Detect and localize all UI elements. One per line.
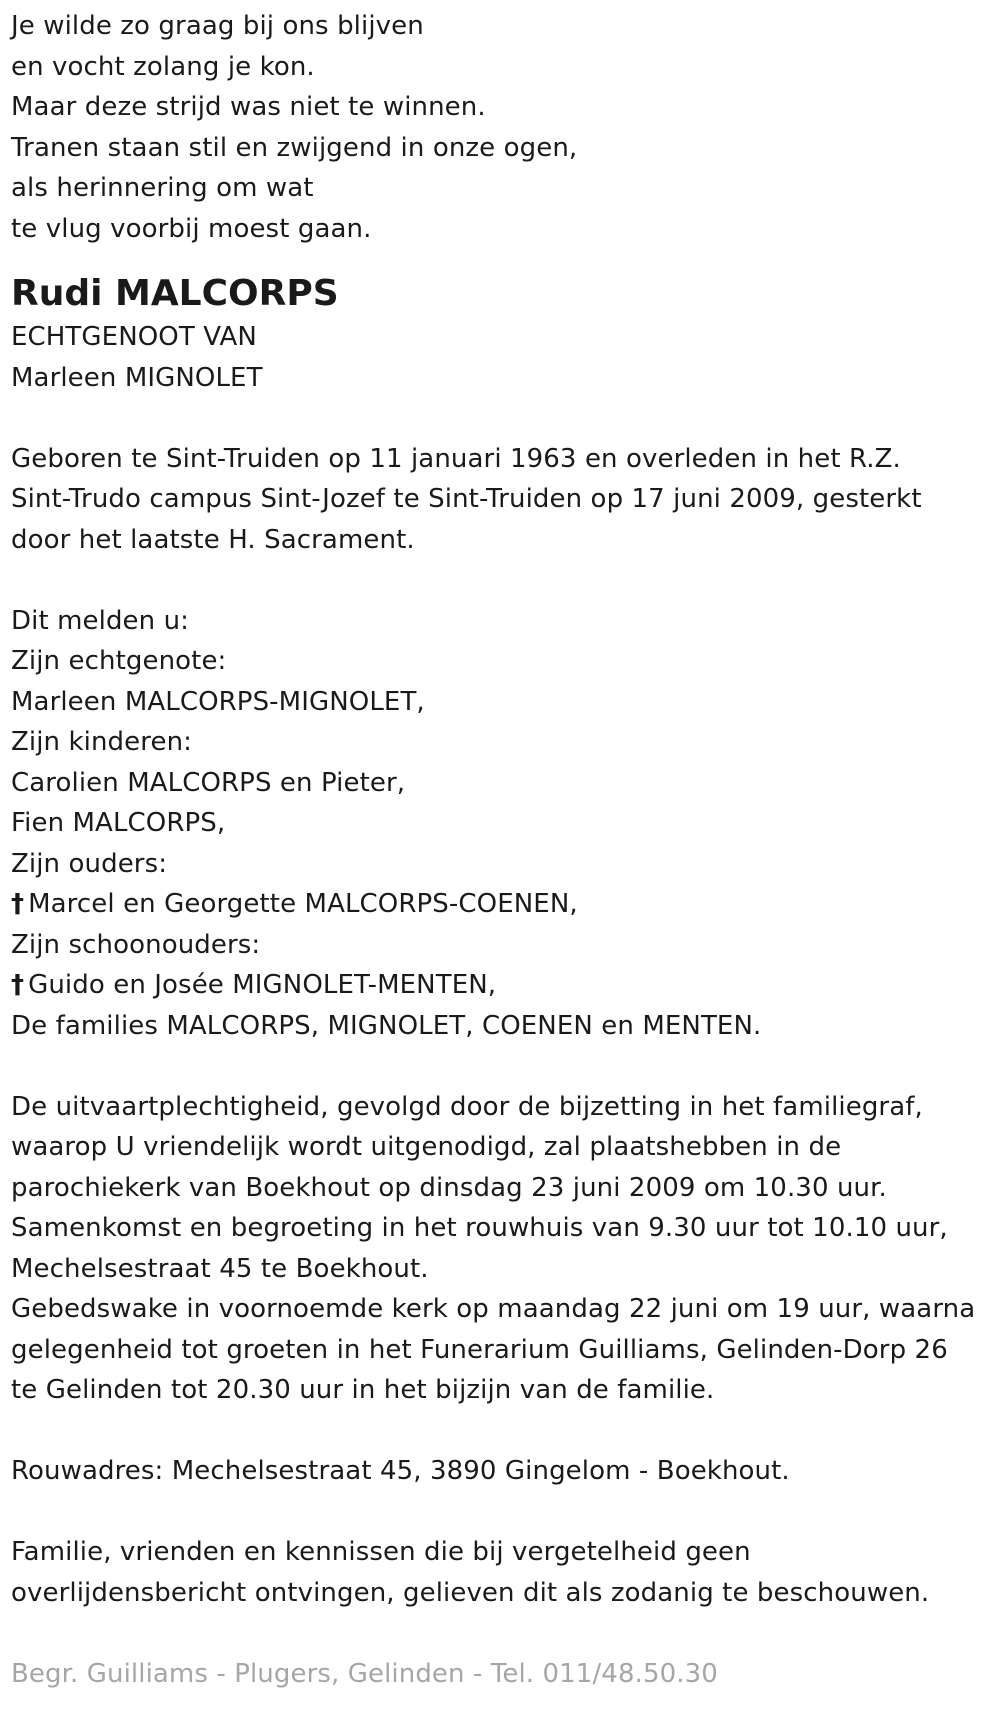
inlaws-line [11, 965, 991, 1006]
paragraph-line: Gebedswake in voornoemde kerk op maandag 22 juni om 19 uur, waarna [11, 1294, 976, 1324]
ceremony-paragraph [11, 1087, 991, 1411]
poem-line: en vocht zolang je kon. [11, 51, 315, 82]
poem-line: Maar deze strijd was niet te winnen. [11, 92, 486, 122]
spacer [11, 1613, 991, 1654]
paragraph-line: Geboren te Sint-Truiden op 11 januari 1963 en overleden in het R.Z. [11, 443, 901, 474]
paragraph-line: waarop U vriendelijk wordt uitgenodigd, zal plaatshebben in de [11, 1132, 842, 1162]
birth-death-paragraph [11, 439, 991, 561]
notice-paragraph [11, 1532, 991, 1613]
spouse-full-name: Marleen MALCORPS-MIGNOLET, [11, 686, 425, 717]
funeral-home-footer: Begr. Guilliams - Plugers, Gelinden - Tel. 011/48.50.30 [11, 1658, 718, 1689]
deceased-name: Rudi MALCORPS [11, 273, 339, 314]
paragraph-line: overlijdensbericht ontvingen, gelieven dit als zodanig te beschouwen. [11, 1577, 930, 1608]
cross-icon: † [11, 970, 25, 1000]
spacer [11, 560, 991, 601]
spouse-name: Marleen MIGNOLET [11, 362, 263, 393]
poem-line: te vlug voorbij moest gaan. [11, 213, 372, 244]
family-list [11, 601, 991, 1047]
children-label: Zijn kinderen: [11, 727, 193, 757]
parents-names: Marcel en Georgette MALCORPS-COENEN, [28, 889, 578, 919]
families-line: De families MALCORPS, MIGNOLET, COENEN en MENTEN. [11, 1010, 762, 1041]
paragraph-line: gelegenheid tot groeten in het Funerarium Guilliams, Gelinden-Dorp 26 [11, 1334, 948, 1365]
poem [11, 6, 991, 249]
parents-label: Zijn ouders: [11, 848, 168, 879]
poem-line: als herinnering om wat [11, 173, 314, 203]
cross-icon: † [11, 889, 25, 919]
mourning-address: Rouwadres: Mechelsestraat 45, 3890 Gingelom - Boekhout. [11, 1456, 790, 1486]
spouse-label: Zijn echtgenote: [11, 646, 227, 676]
inlaws-label: Zijn schoonouders: [11, 929, 261, 960]
spacer [11, 398, 991, 439]
child-name: Fien MALCORPS, [11, 808, 226, 838]
poem-line: Tranen staan stil en zwijgend in onze ogen, [11, 132, 578, 163]
parents-line [11, 884, 991, 925]
child-name: Carolien MALCORPS en Pieter, [11, 767, 406, 798]
family-intro: Dit melden u: [11, 605, 190, 636]
paragraph-line: Mechelsestraat 45 te Boekhout. [11, 1253, 429, 1284]
paragraph-line: parochiekerk van Boekhout op dinsdag 23 juni 2009 om 10.30 uur. [11, 1172, 887, 1203]
relation-label: ECHTGENOOT VAN [11, 322, 257, 352]
paragraph-line: te Gelinden tot 20.30 uur in het bijzijn van de familie. [11, 1375, 715, 1405]
spacer [11, 1411, 991, 1452]
paragraph-line: Familie, vrienden en kennissen die bij vergetelheid geen [11, 1537, 751, 1567]
inlaws-names: Guido en Josée MIGNOLET-MENTEN, [28, 970, 497, 1000]
spacer [11, 1492, 991, 1533]
paragraph-line: De uitvaartplechtigheid, gevolgd door de bijzetting in het familiegraf, [11, 1091, 923, 1122]
paragraph-line: door het laatste H. Sacrament. [11, 524, 415, 555]
paragraph-line: Samenkomst en begroeting in het rouwhuis van 9.30 uur tot 10.10 uur, [11, 1213, 948, 1243]
poem-line: Je wilde zo graag bij ons blijven [11, 11, 424, 41]
paragraph-line: Sint-Trudo campus Sint-Jozef te Sint-Truiden op 17 juni 2009, gesterkt [11, 484, 922, 514]
spacer [11, 1046, 991, 1087]
obituary-notice [11, 6, 991, 1694]
